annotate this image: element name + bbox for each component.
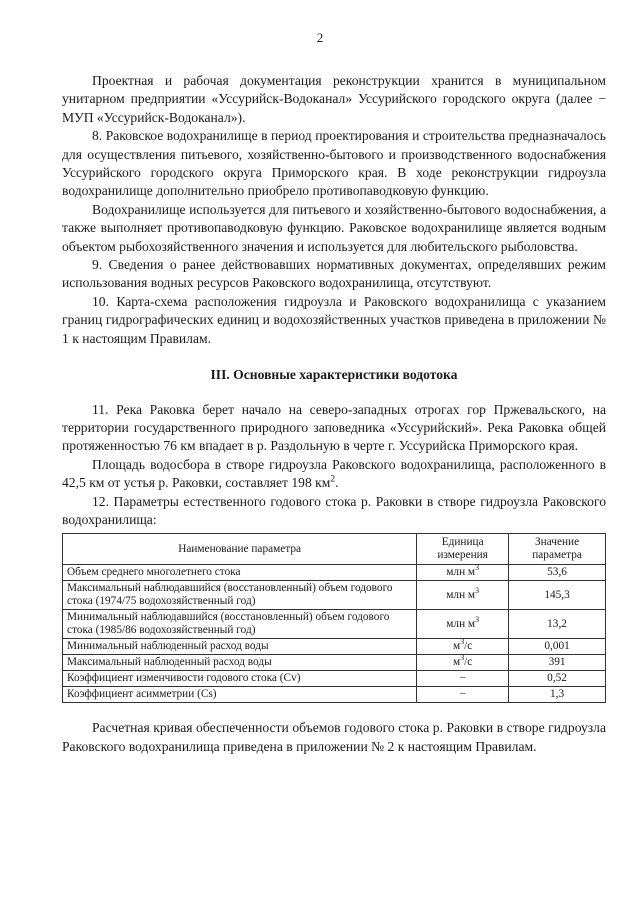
row-unit-sup: 3 — [475, 563, 480, 573]
row-unit-text: млн м — [446, 617, 476, 630]
table-header-row — [63, 534, 606, 565]
document-body — [62, 72, 606, 756]
table-row — [63, 565, 606, 581]
row-unit-sup: 3 — [475, 586, 480, 596]
row-unit-text: млн м — [446, 588, 476, 601]
row-parameter-name: Минимальный наблюдавшийся (восстановленный) объем годового стока (1985/86 водохозяйственный год) — [63, 610, 417, 639]
catchment-tail: . — [335, 475, 339, 491]
parameters-table — [62, 533, 606, 703]
row-unit-sup: 3 — [460, 653, 465, 663]
row-unit — [417, 565, 509, 581]
row-unit — [417, 581, 509, 610]
row-value: 391 — [509, 655, 606, 671]
paragraph-12: 12. Параметры естественного годового стока р. Раковки в створе гидроузла Раковского водохранилища: — [62, 493, 606, 527]
row-unit — [417, 671, 509, 687]
table-body — [63, 565, 606, 703]
table-row — [63, 671, 606, 687]
paragraph-documentation: Проектная и рабочая документация реконструкции хранится в муниципальном унитарном предприятии «Уссурийск-Водоканал» Уссурийского городского округа (далее − МУП «Уссурийск-Водоканал»). — [62, 73, 606, 125]
header-parameter-name: Наименование параметра — [63, 534, 417, 565]
row-parameter-name: Объем среднего многолетнего стока — [63, 565, 417, 581]
catchment-text: Площадь водосбора в створе гидроузла Раковского водохранилища, расположенного в 42,5 км от устья р. Раковки, составляет 198 км — [62, 456, 606, 491]
catchment-sup: 2 — [330, 474, 336, 485]
section-heading: III. Основные характеристики водотока — [210, 367, 458, 383]
row-parameter-name: Коэффициент изменчивости годового стока (Cv) — [63, 671, 417, 687]
row-unit-tail: /с — [464, 640, 473, 653]
row-unit-text: − — [459, 672, 466, 685]
row-value: 13,2 — [509, 610, 606, 639]
paragraph-11: 11. Река Раковка берет начало на северо-западных отрогах гор Пржевальского, на территории государственного природного заповедника «Уссурийский». Река Раковка общей протяженностью 76 км впадает в р. Раздольную в черте г. Уссурийска Приморского края. — [62, 401, 606, 454]
paragraph-final: Расчетная кривая обеспеченности объемов годового стока р. Раковки в створе гидроузла Раковского водохранилища приведена в приложении № 2 к настоящим Правилам. — [62, 720, 606, 754]
row-unit-text: млн м — [446, 566, 476, 579]
row-unit-sup: 3 — [475, 615, 480, 625]
row-parameter-name: Коэффициент асимметрии (Cs) — [63, 687, 417, 703]
row-unit — [417, 655, 509, 671]
row-unit — [417, 639, 509, 655]
row-value: 145,3 — [509, 581, 606, 610]
row-unit-text: м — [453, 640, 461, 653]
row-value: 0,001 — [509, 639, 606, 655]
paragraph-catchment-area — [62, 456, 606, 493]
page-number: 2 — [316, 30, 324, 45]
row-unit-text: м — [453, 656, 461, 669]
row-value: 0,52 — [509, 671, 606, 687]
row-unit-tail: /с — [464, 656, 473, 669]
row-unit-sup: 3 — [460, 637, 465, 647]
row-parameter-name: Максимальный наблюдавшийся (восстановленный) объем годового стока (1974/75 водохозяйственный год) — [63, 581, 417, 610]
table-row — [63, 655, 606, 671]
header-value: Значение параметра — [509, 534, 606, 565]
row-value: 53,6 — [509, 565, 606, 581]
paragraph-reservoir-use: Водохранилище используется для питьевого и хозяйственно-бытового водоснабжения, а также выполняет противопаводковую функцию. Раковское водохранилище является водным объектом рыбохозяйственного значения и используется для любительского рыболовства. — [62, 201, 606, 254]
row-unit — [417, 687, 509, 703]
paragraph-9: 9. Сведения о ранее действовавших нормативных документах, определявших режим использования водных ресурсов Раковского водохранилища, отсутствуют. — [62, 257, 606, 291]
paragraph-8: 8. Раковское водохранилище в период проектирования и строительства предназначалось для осуществления питьевого, хозяйственно-бытового и производственного водоснабжения Уссурийского городского округа Приморского края. В ходе реконструкции гидроузла водохранилище дополнительно приобрело противопаводковую функцию. — [62, 128, 606, 199]
table-row — [63, 581, 606, 610]
row-unit-text: − — [459, 688, 466, 701]
table-row — [63, 687, 606, 703]
row-unit — [417, 610, 509, 639]
row-value: 1,3 — [509, 687, 606, 703]
table-row — [63, 610, 606, 639]
header-unit: Единица измерения — [417, 534, 509, 565]
table-row — [63, 639, 606, 655]
paragraph-10: 10. Карта-схема расположения гидроузла и Раковского водохранилища с указанием границ гидрографических единиц и водохозяйственных участков приведена в приложении № 1 к настоящим Правилам. — [62, 293, 606, 346]
row-parameter-name: Максимальный наблюденный расход воды — [63, 655, 417, 671]
row-parameter-name: Минимальный наблюденный расход воды — [63, 639, 417, 655]
